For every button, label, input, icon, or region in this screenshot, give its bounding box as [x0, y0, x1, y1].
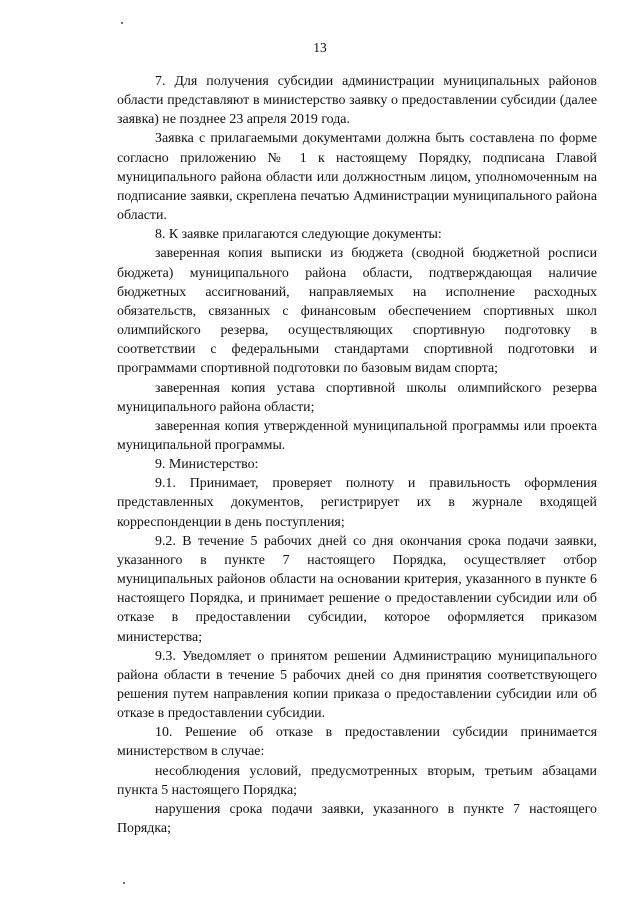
list-item-municipal-program: заверенная копия утвержденной муниципальной программы или проекта муниципальной программы.	[117, 418, 597, 453]
paragraph-9-3: 9.3. Уведомляет о принятом решении Администрацию муниципального района области в течение 5 рабочих дней со дня принятия соответствующего решения путем направления копии приказа о предоставлении субсидии или об отказе в предоставлении субсидии.	[117, 648, 597, 722]
paragraph-9-1: 9.1. Принимает, проверяет полноту и правильность оформления представленных документов, регистрирует их в журнале входящей корреспонденции в день поступления;	[117, 476, 597, 530]
list-item-school-charter: заверенная копия устава спортивной школы олимпийского резерва муниципального района области;	[117, 380, 597, 415]
document-body	[117, 72, 597, 838]
paragraph-9: 9. Министерство:	[155, 457, 259, 473]
paragraph-8: 8. К заявке прилагаются следующие документы:	[155, 227, 442, 243]
paragraph-7: 7. Для получения субсидии администрации муниципальных районов области представляют в министерство заявку о предоставлении субсидии (далее заявка) не позднее 23 апреля 2019 года.	[117, 74, 597, 128]
paragraph-7-application: Заявка с прилагаемыми документами должна быть составлена по форме согласно приложению № 1 к настоящему Порядку, подписана Главой муниципального района области или должностным лицом, уполномоченным на подписание заявки, скреплена печатью Администрации муниципального района области.	[117, 131, 597, 224]
list-item-conditions-violation: несоблюдения условий, предусмотренных вторым, третьим абзацами пункта 5 настоящего Порядка;	[117, 763, 597, 798]
scan-speck	[123, 882, 125, 884]
paragraph-9-2: 9.2. В течение 5 рабочих дней со дня окончания срока подачи заявки, указанного в пункте 7 настоящего Порядка, осуществляет отбор муниципальных районов области на основании критерия, указанного в пункте 6 настоящего Порядка, и принимает решение о предоставлении субсидии или об отказе в предоставлении субсидии, которое оформляется приказом министерства;	[117, 533, 597, 645]
page-number: 13	[313, 40, 327, 55]
list-item-budget-extract: заверенная копия выписки из бюджета (сводной бюджетной росписи бюджета) муниципального района области, подтверждающая наличие бюджетных ассигнований, направляемых на исполнение расходных обязательств, связанных с финансовым обеспечением спортивных школ олимпийского резерва, осуществляющих спортивную подготовку в соответствии с федеральными стандартами спортивной подготовки и программами спортивной подготовки по базовым видам спорта;	[117, 246, 597, 377]
paragraph-10: 10. Решение об отказе в предоставлении субсидии принимается министерством в случае:	[117, 725, 597, 760]
list-item-deadline-violation: нарушения срока подачи заявки, указанного в пункте 7 настоящего Порядка;	[117, 801, 597, 837]
scan-speck	[121, 22, 123, 24]
